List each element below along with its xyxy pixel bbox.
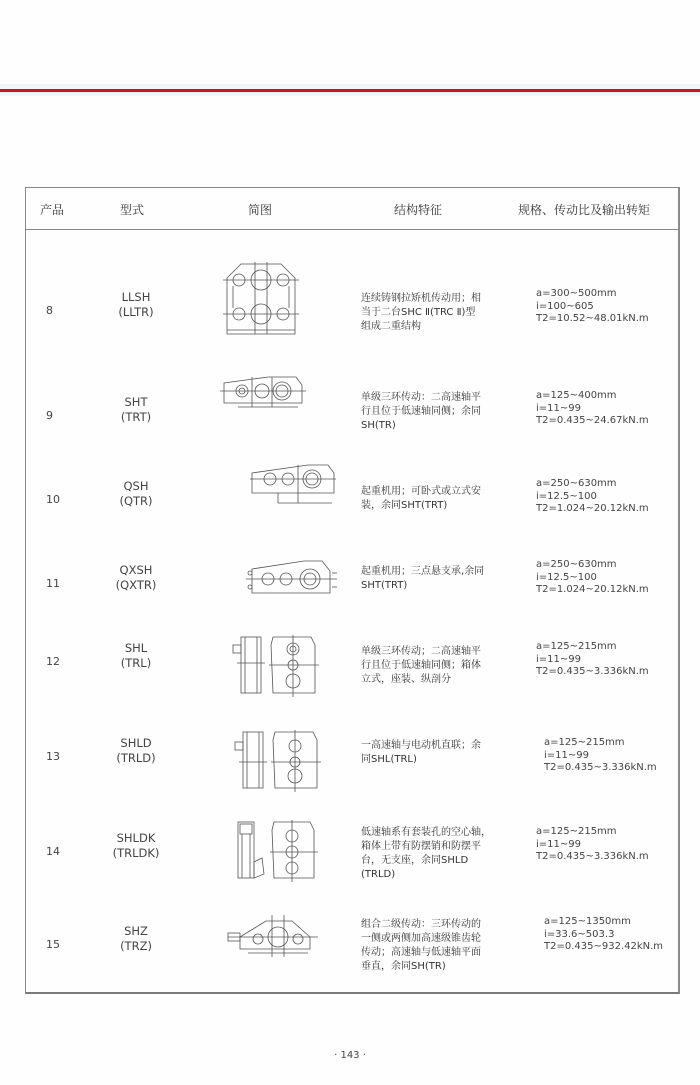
spec-torque: T2=10.52~48.01kN.m: [536, 313, 649, 324]
spec-ratio: i=100~605: [536, 300, 594, 312]
feature-line: 箱体上带有防摆销和防摆平: [361, 841, 481, 852]
model-code: SHL: [124, 641, 148, 655]
spec-center-distance: a=250~630mm: [536, 478, 617, 489]
feature-cell: [361, 485, 496, 513]
spec-ratio: i=12.5~100: [536, 490, 597, 502]
spec-center-distance: a=300~500mm: [536, 288, 617, 299]
spec-center-distance: a=125~400mm: [536, 390, 617, 401]
spec-torque: T2=1.024~20.12kN.m: [536, 584, 649, 595]
spec-cell: [536, 390, 686, 428]
vertical-motor-direct-gearbox-drawing: [233, 728, 323, 793]
top-red-rule: [0, 89, 700, 92]
header-product: 产品: [40, 203, 65, 217]
model-alt-code: (QTR): [119, 494, 153, 508]
feature-line: 同SHL(TRL): [361, 754, 417, 765]
model-alt-code: (QXTR): [115, 578, 157, 592]
feature-cell: [361, 645, 496, 687]
spec-torque: T2=0.435~932.42kN.m: [544, 941, 664, 952]
model-alt-code: (TRL): [120, 656, 152, 670]
model-cell: [96, 736, 176, 766]
model-code: SHLD: [120, 736, 152, 750]
horizontal-three-ring-gearbox-drawing: [218, 373, 308, 413]
feature-line: 台，无支座，余同SHLD: [361, 855, 469, 866]
model-cell: [96, 563, 176, 593]
spec-torque: T2=0.435~3.336kN.m: [536, 666, 649, 677]
spec-torque: T2=0.435~3.336kN.m: [536, 851, 649, 862]
spec-torque: T2=0.435~3.336kN.m: [544, 762, 657, 773]
spec-ratio: i=11~99: [536, 402, 581, 414]
feature-cell: [361, 826, 496, 882]
model-code: SHLDK: [116, 831, 156, 845]
two-stage-bevel-gearbox-drawing: [226, 913, 321, 963]
model-cell: [96, 395, 176, 425]
feature-line: 低速轴系有套装孔的空心轴，: [361, 827, 491, 838]
spec-center-distance: a=125~215mm: [544, 737, 625, 748]
product-number: 13: [46, 750, 60, 763]
model-code: LLSH: [121, 290, 151, 304]
spec-cell: [544, 737, 694, 775]
feature-line: 一高速轴与电动机直联；余: [361, 740, 481, 751]
spec-cell: [536, 288, 686, 326]
model-alt-code: (TRT): [120, 410, 152, 424]
feature-line: 单级三环传动：二高速轴平: [361, 392, 481, 403]
model-cell: [96, 831, 176, 861]
spec-cell: [536, 559, 686, 597]
table-header: [26, 188, 678, 230]
feature-line: 单级三环传动；二高速轴平: [361, 646, 481, 657]
spec-cell: [536, 478, 686, 516]
spec-ratio: i=11~99: [544, 749, 589, 761]
model-cell: [96, 479, 176, 509]
feature-line: 组合二级传动：三环传动的: [361, 919, 481, 930]
feature-line: 组成二重结构: [361, 321, 421, 332]
spec-ratio: i=33.6~503.3: [544, 928, 615, 940]
feature-line: 垂直，余同SH(TR): [361, 961, 446, 972]
feature-line: 起重机用；可卧式或立式安: [361, 486, 481, 497]
feature-cell: [361, 292, 496, 334]
feature-line: SH(TR): [361, 420, 396, 431]
model-code: QXSH: [119, 563, 153, 577]
spec-ratio: i=11~99: [536, 838, 581, 850]
spec-torque: T2=1.024~20.12kN.m: [536, 503, 649, 514]
feature-line: 当于二台SHC Ⅱ(TRC Ⅱ)型: [361, 307, 476, 318]
header-diagram: 简图: [248, 203, 273, 217]
hollow-shaft-vertical-gearbox-drawing: [234, 818, 324, 883]
model-alt-code: (TRLDK): [112, 846, 160, 860]
feature-line: 一侧或两侧加高速级锥齿轮: [361, 933, 481, 944]
feature-line: 行且位于低速轴同侧；余同: [361, 406, 481, 417]
feature-cell: [361, 565, 496, 593]
model-alt-code: (LLTR): [118, 305, 154, 319]
feature-cell: [361, 391, 496, 433]
spec-center-distance: a=125~215mm: [536, 826, 617, 837]
feature-line: 连续铸钢拉矫机传动用；相: [361, 293, 481, 304]
product-number: 8: [46, 304, 53, 317]
spec-ratio: i=11~99: [536, 653, 581, 665]
spec-center-distance: a=250~630mm: [536, 559, 617, 570]
model-code: SHT: [124, 395, 148, 409]
header-feature: 结构特征: [394, 203, 443, 217]
product-number: 14: [46, 845, 60, 858]
product-number: 11: [46, 577, 60, 590]
spec-ratio: i=12.5~100: [536, 571, 597, 583]
feature-line: 起重机用；三点悬支承,余同: [361, 566, 485, 577]
spec-cell: [536, 826, 686, 864]
feature-cell: [361, 918, 496, 974]
product-number: 12: [46, 655, 60, 668]
vertical-gearbox-drawing: [231, 633, 321, 698]
product-number: 10: [46, 493, 60, 506]
spec-center-distance: a=125~1350mm: [544, 916, 631, 927]
feature-line: 立式，座装、纵剖分: [361, 674, 451, 685]
feature-line: 传动；高速轴与低速轴平面: [361, 947, 481, 958]
spec-cell: [544, 916, 694, 954]
header-spec: 规格、传动比及输出转矩: [518, 203, 651, 217]
spec-torque: T2=0.435~24.67kN.m: [536, 415, 649, 426]
model-cell: [96, 290, 176, 320]
feature-line: (TRLD): [361, 869, 396, 880]
crane-gearbox-drawing: [248, 463, 338, 508]
model-code: SHZ: [124, 924, 148, 938]
model-cell: [96, 641, 176, 671]
page-number: · 143 ·: [334, 1050, 366, 1061]
model-alt-code: (TRLD): [116, 751, 156, 765]
product-table: [25, 187, 680, 994]
model-alt-code: (TRZ): [120, 939, 152, 953]
feature-line: 行且位于低速轴同侧；箱体: [361, 660, 481, 671]
feature-line: SHT(TRT): [361, 580, 408, 591]
spec-cell: [536, 641, 686, 679]
model-code: QSH: [123, 479, 149, 493]
three-point-suspension-gearbox-drawing: [244, 557, 339, 602]
feature-cell: [361, 739, 496, 767]
spec-center-distance: a=125~215mm: [536, 641, 617, 652]
product-number: 9: [46, 409, 53, 422]
product-number: 15: [46, 938, 60, 951]
twin-stacked-gearbox-drawing: [221, 258, 301, 338]
feature-line: 装，余同SHT(TRT): [361, 500, 448, 511]
model-cell: [96, 924, 176, 954]
header-model: 型式: [120, 203, 145, 217]
